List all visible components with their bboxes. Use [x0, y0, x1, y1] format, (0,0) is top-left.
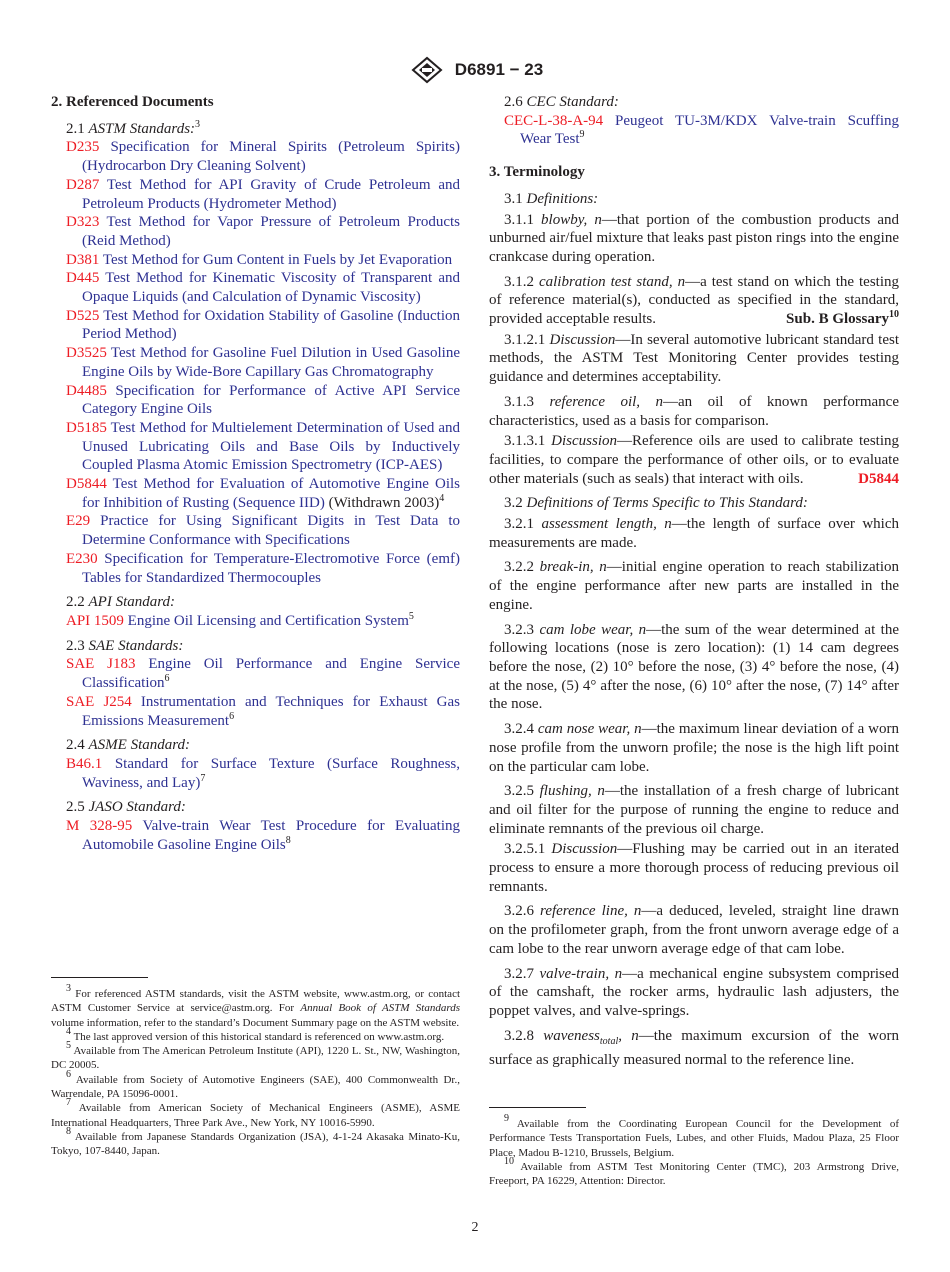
reference-item[interactable]: D5185 Test Method for Multielement Determination of Used and Unused Lubricating Oils and Base Oils by Inductively Coupled Plasma Atomic Emission Spectrometry (ICP-AES): [66, 419, 460, 474]
reference-item[interactable]: D4485 Specification for Performance of Active API Service Category Engine Oils: [66, 382, 460, 418]
subsection-heading: 2.4 ASME Standard:: [66, 737, 191, 754]
reference-item[interactable]: D287 Test Method for API Gravity of Crude Petroleum and Petroleum Products (Hydrometer Method): [66, 176, 460, 212]
subsection-heading: 2.3 SAE Standards:: [66, 637, 184, 654]
footnotes-right: [489, 1107, 899, 1188]
definition: 3.2.6 reference line, n—a deduced, leveled, straight line drawn on the profilometer graph, from the front unworn average edge of a cam lobe to the rear unworn average edge of that cam lobe.: [489, 903, 899, 957]
section-title: 2. Referenced Documents: [51, 94, 214, 110]
definition: 3.2.5 flushing, n—the installation of a fresh charge of lubricant and oil filter for the purpose of running the engine to reduce and eliminate remnants of the previous oil charge.: [489, 783, 899, 837]
reference-item[interactable]: E230 Specification for Temperature-Electromotive Force (emf) Tables for Standardized Thermocouples: [66, 550, 460, 586]
subsection-heading: 2.6 CEC Standard:: [504, 94, 619, 110]
footnote: $^9$ Available from the Coordinating European Council for the Development of Performance Tests Transportation Fuels, Lubes, and other Fluids, Madou Plaza, 25 Floor Place, Madou B-1210, Brussels, Belgium.: [489, 1113, 899, 1159]
page-header: [0, 56, 950, 84]
footnote: $^8$ Available from Japanese Standards Organization (JSA), 4-1-24 Akasaka Minato-Ku, Tokyo, 107-8440, Japan.: [51, 1125, 460, 1158]
footnote: $^6$ Available from Society of Automotive Engineers (SAE), 400 Commonwealth Dr., Warrendale, PA 15096-0001.: [51, 1068, 460, 1101]
reference-item[interactable]: D525 Test Method for Oxidation Stability of Gasoline (Induction Period Method): [66, 307, 460, 343]
definition: 3.2.2 break-in, n—initial engine operation to reach stabilization of the engine performance after new parts are installed in the engine.: [489, 559, 900, 613]
subsection-heading: 2.1 ASTM Standards:$^3$: [66, 118, 201, 137]
document-id: D6891 − 23: [454, 60, 544, 79]
reference-item[interactable]: SAE J254 Instrumentation and Techniques for Exhaust Gas Emissions Measurement$^6$: [66, 693, 460, 729]
reference-item[interactable]: D445 Test Method for Kinematic Viscosity of Transparent and Opaque Liquids (and Calculation of Dynamic Viscosity): [66, 270, 460, 306]
definition-discussion: 3.1.2.1 Discussion—In several automotive lubricant standard test methods, the ASTM Test Monitoring Center provides testing guidance and determines acceptability.: [489, 331, 899, 386]
astm-reference-list: [51, 138, 460, 587]
reference-item[interactable]: SAE J183 Engine Oil Performance and Engine Service Classification$^6$: [66, 656, 460, 692]
subsection-heading: 2.5 JASO Standard:: [66, 799, 186, 816]
reference-item[interactable]: B46.1 Standard for Surface Texture (Surface Roughness, Waviness, and Lay)$^7$: [66, 755, 461, 791]
section-title: 3. Terminology: [489, 164, 585, 181]
definition: 3.2.7 valve-train, n—a mechanical engine subsystem comprised of the camshaft, the rocker arms, hydraulic lash adjusters, the poppet valves, and valve-springs.: [489, 965, 900, 1019]
left-column: [51, 93, 460, 854]
astm-logo: [407, 56, 447, 84]
definition: 3.1.1 blowby, n—that portion of the combustion products and unburned air/fuel mixture that leaks past piston rings into the engine crankcase during operation.: [489, 211, 899, 265]
reference-item[interactable]: D381 Test Method for Gum Content in Fuels by Jet Evaporation: [66, 251, 453, 268]
subsection-heading: 3.1 Definitions:: [504, 190, 599, 207]
definition: 3.2.3 cam lobe wear, n—the sum of the wear determined at the following locations (nose is zero location): (1) 14 cam degrees before the nose, (2) 10° before the nose, (3) 4° before the nose, (4) at the nose, (5) 4° after the nose, (6) 10° after the nose, (7) 14° after the nose.: [489, 621, 900, 713]
reference-item[interactable]: E29 Practice for Using Significant Digits in Test Data to Determine Conformance with Specifications: [66, 513, 460, 549]
footnote: $^4$ The last approved version of this historical standard is referenced on www.astm.org.: [66, 1025, 445, 1043]
footnote: $^3$ For referenced ASTM standards, visit the ASTM website, www.astm.org, or contact ASTM Customer Service at service@astm.org. For Annual Book of ASTM Standards volume information, refer to the standard’s Document Summary page on the ASTM website.: [51, 983, 461, 1029]
reference-item[interactable]: D3525 Test Method for Gasoline Fuel Dilution in Used Gasoline Engine Oils by Wide-Bore Capillary Gas Chromatography: [66, 345, 460, 380]
reference-item[interactable]: M 328-95 Valve-train Wear Test Procedure for Evaluating Automobile Gasoline Engine Oils$^8$: [66, 818, 460, 853]
definition: 3.2.4 cam nose wear, n—the maximum linear deviation of a worn nose profile from the unworn profile; the nose is the high lift point on the particular cam lobe.: [489, 721, 899, 775]
definition: 3.2.1 assessment length, n—the length of surface over which measurements are made.: [489, 516, 899, 551]
definition: 3.2.8 waveness$_{total}$, n—the maximum excursion of the worn surface as graphically measured normal to the reference line.: [489, 1027, 899, 1069]
page-number: 2: [471, 1220, 479, 1235]
source-link[interactable]: D5844: [858, 470, 899, 487]
definition: 3.1.2 calibration test stand, n—a test stand on which the testing of reference material(s), conducted as specified in the standard, provided acceptable results. Sub. B Glossary$^{10}$: [489, 273, 900, 328]
reference-item[interactable]: CEC-L-38-A-94 Peugeot TU-3M/KDX Valve-train Scuffing Wear Test$^9$: [504, 112, 899, 148]
definition-discussion: 3.1.3.1 Discussion—Reference oils are used to calibrate testing facilities, to compare the performance of other oils, or to evaluate other materials (such as seals) that interact with oils. D5844: [489, 433, 899, 487]
right-column: [489, 93, 899, 1070]
reference-item[interactable]: API 1509 Engine Oil Licensing and Certification System$^5$: [66, 610, 414, 629]
definition: 3.1.3 reference oil, n—an oil of known performance characteristics, used as a basis for comparison.: [489, 393, 899, 429]
footnote: $^7$ Available from American Society of Mechanical Engineers (ASME), ASME International Headquarters, Three Park Ave., New York, NY 10016-5990.: [51, 1097, 460, 1129]
footnotes-left: [51, 977, 460, 1159]
reference-item[interactable]: D323 Test Method for Vapor Pressure of Petroleum Products (Reid Method): [66, 214, 460, 249]
definition-discussion: 3.2.5.1 Discussion—Flushing may be carried out in an iterated process to ensure a more thorough process of reducing previous oil remnants.: [489, 841, 900, 895]
subsection-heading: 3.2 Definitions of Terms Specific to This Standard:: [504, 495, 808, 512]
reference-item[interactable]: D235 Specification for Mineral Spirits (Petroleum Spirits) (Hydrocarbon Dry Cleaning Solvent): [66, 139, 460, 175]
footnote: $^5$ Available from The American Petroleum Institute (API), 1220 L. St., NW, Washington, DC 20005.: [51, 1040, 460, 1072]
footnote: $^{10}$ Available from ASTM Test Monitoring Center (TMC), 203 Armstrong Drive, Freeport, PA 16229, Attention: Director.: [489, 1155, 899, 1188]
subsection-heading: 2.2 API Standard:: [66, 594, 176, 611]
reference-item[interactable]: D5844 Test Method for Evaluation of Automotive Engine Oils for Inhibition of Rusting (Sequence IID) (Withdrawn 2003)$^4$: [66, 476, 461, 511]
